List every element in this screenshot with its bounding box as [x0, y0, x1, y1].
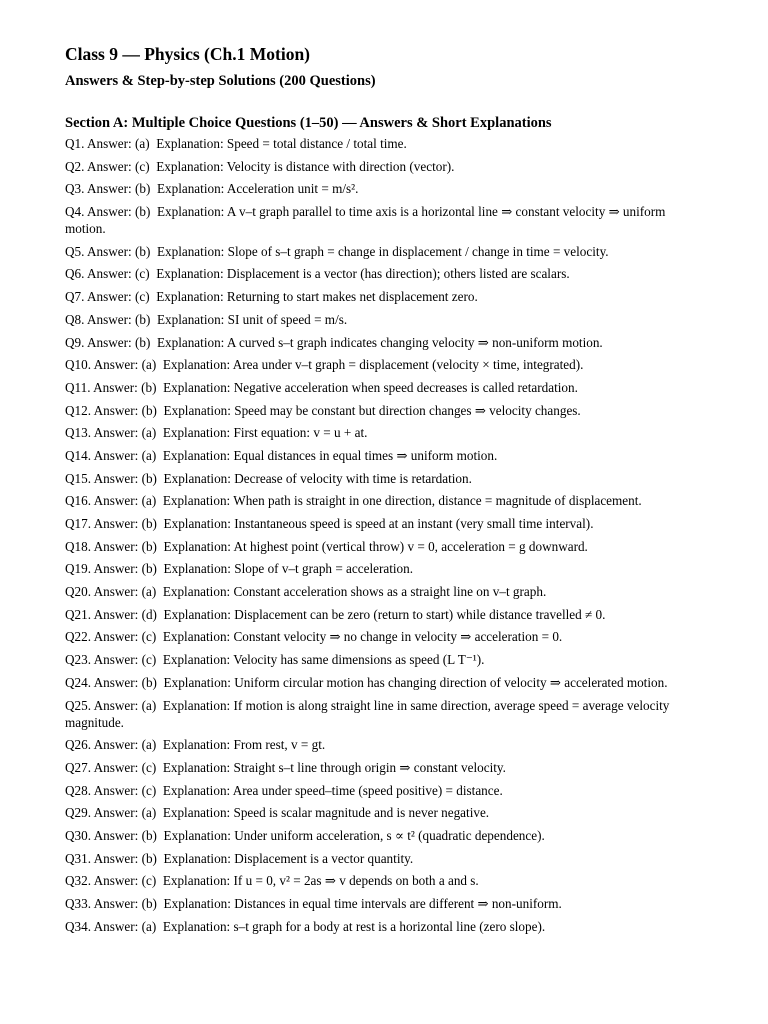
answer-item: [65, 447, 708, 464]
answer-explanation: Explanation: A v–t graph parallel to time axis is a horizontal line ⇒ constant velocity ⇒ uniform motion.: [65, 204, 666, 237]
answer-explanation: Explanation: Constant acceleration shows as a straight line on v–t graph.: [162, 584, 547, 600]
answer-choice: Answer: (c): [93, 873, 157, 889]
question-number: Q1.: [65, 136, 85, 151]
question-number: Q26.: [65, 737, 92, 753]
answer-choice: Answer: (c): [87, 289, 150, 305]
answer-choice: Answer: (c): [87, 266, 150, 282]
question-number: Q32.: [65, 873, 92, 889]
question-number: Q28.: [65, 782, 92, 798]
answer-item: [65, 492, 708, 509]
answer-explanation: Explanation: Distances in equal time intervals are different ⇒ non-uniform.: [163, 896, 562, 911]
answer-choice: Answer: (c): [93, 759, 157, 775]
answer-item: [65, 243, 708, 260]
answer-explanation: Explanation: Speed is scalar magnitude and is never negative.: [162, 805, 490, 821]
question-number: Q22.: [65, 629, 92, 645]
answer-choice: Answer: (a): [93, 737, 157, 753]
answer-item: [65, 736, 708, 753]
answer-explanation: Explanation: If motion is along straight line in same direction, average speed = average velocity magnitude.: [65, 697, 670, 730]
question-number: Q23.: [65, 652, 92, 668]
answer-choice: Answer: (b): [93, 402, 157, 418]
answer-item: [65, 180, 708, 197]
answer-item: [65, 288, 708, 305]
answer-explanation: Explanation: SI unit of speed = m/s.: [156, 311, 348, 327]
answer-choice: Answer: (c): [93, 629, 157, 645]
question-number: Q7.: [65, 289, 85, 305]
answer-item: [65, 311, 708, 328]
answer-item: [65, 334, 708, 351]
question-number: Q3.: [65, 181, 85, 197]
answer-item: [65, 895, 708, 912]
question-number: Q9.: [65, 334, 85, 350]
question-number: Q27.: [65, 759, 92, 775]
answer-explanation: Explanation: Constant velocity ⇒ no change in velocity ⇒ acceleration = 0.: [162, 629, 563, 645]
answer-explanation: Explanation: s–t graph for a body at rest is a horizontal line (zero slope).: [162, 918, 546, 934]
answer-choice: Answer: (d): [93, 606, 157, 622]
answer-choice: Answer: (b): [93, 379, 157, 395]
answer-choice: Answer: (b): [93, 516, 157, 531]
question-number: Q11.: [65, 379, 91, 395]
answer-choice: Answer: (b): [87, 181, 151, 197]
answer-item: [65, 651, 708, 668]
answer-item: [65, 203, 708, 237]
answer-explanation: Explanation: Equal distances in equal times ⇒ uniform motion.: [162, 447, 498, 463]
answer-choice: Answer: (c): [93, 652, 157, 668]
answer-choice: Answer: (a): [87, 136, 150, 151]
question-number: Q24.: [65, 674, 92, 690]
answer-choice: Answer: (a): [93, 805, 157, 821]
answer-item: [65, 135, 708, 152]
question-number: Q17.: [65, 516, 92, 531]
answer-explanation: Explanation: Straight s–t line through origin ⇒ constant velocity.: [162, 759, 506, 775]
answer-explanation: Explanation: A curved s–t graph indicates changing velocity ⇒ non-uniform motion.: [156, 334, 603, 350]
question-number: Q21.: [65, 606, 92, 622]
answer-item: [65, 697, 708, 731]
question-number: Q33.: [65, 896, 92, 911]
answer-choice: Answer: (a): [93, 425, 157, 441]
question-number: Q12.: [65, 402, 92, 418]
answer-choice: Answer: (c): [93, 782, 157, 798]
answer-explanation: Explanation: When path is straight in one direction, distance = magnitude of displacement.: [162, 493, 642, 509]
answer-explanation: Explanation: Speed = total distance / total time.: [156, 136, 407, 151]
answer-choice: Answer: (b): [87, 243, 151, 259]
answer-item: [65, 674, 708, 691]
answer-explanation: Explanation: At highest point (vertical throw) v = 0, acceleration = g downward.: [163, 538, 588, 554]
answer-choice: Answer: (b): [93, 850, 157, 866]
answer-choice: Answer: (a): [93, 584, 157, 600]
answer-item: [65, 782, 708, 799]
question-number: Q18.: [65, 538, 92, 554]
answer-item: [65, 628, 708, 645]
answer-explanation: Explanation: Acceleration unit = m/s².: [156, 181, 359, 197]
question-number: Q31.: [65, 850, 92, 866]
question-number: Q25.: [65, 697, 92, 713]
answer-choice: Answer: (a): [93, 447, 157, 463]
answer-item: [65, 583, 708, 600]
answer-explanation: Explanation: Speed may be constant but direction changes ⇒ velocity changes.: [163, 402, 581, 418]
answer-explanation: Explanation: From rest, v = gt.: [162, 737, 326, 753]
answer-choice: Answer: (a): [93, 697, 157, 713]
question-number: Q34.: [65, 918, 92, 934]
answer-item: [65, 804, 708, 821]
question-number: Q10.: [65, 357, 92, 373]
answer-item: [65, 470, 708, 487]
answer-explanation: Explanation: Velocity is distance with direction (vector).: [156, 158, 455, 174]
answer-item: [65, 402, 708, 419]
answer-choice: Answer: (b): [87, 204, 151, 220]
question-number: Q6.: [65, 266, 85, 282]
answer-explanation: Explanation: Under uniform acceleration, s ∝ t² (quadratic dependence).: [163, 827, 545, 843]
answer-item: [65, 515, 708, 532]
answer-explanation: Explanation: Instantaneous speed is speed at an instant (very small time interval).: [163, 516, 594, 531]
answer-choice: Answer: (c): [87, 158, 150, 174]
question-number: Q5.: [65, 243, 85, 259]
answer-choice: Answer: (b): [93, 470, 157, 486]
answer-explanation: Explanation: Velocity has same dimensions as speed (L T⁻¹).: [162, 652, 485, 668]
question-number: Q29.: [65, 805, 92, 821]
page-subtitle: Answers & Step-by-step Solutions (200 Questions): [65, 73, 376, 89]
answer-choice: Answer: (a): [93, 357, 157, 373]
answer-item: [65, 265, 708, 282]
answer-explanation: Explanation: Area under speed–time (speed positive) = distance.: [162, 782, 503, 798]
answer-choice: Answer: (b): [93, 827, 157, 843]
question-number: Q8.: [65, 311, 85, 327]
answer-explanation: Explanation: Uniform circular motion has changing direction of velocity ⇒ accelerated motion.: [163, 674, 668, 690]
answer-explanation: Explanation: Displacement can be zero (return to start) while distance travelled ≠ 0.: [163, 606, 606, 622]
question-number: Q14.: [65, 447, 92, 463]
question-number: Q20.: [65, 584, 92, 600]
answer-item: [65, 759, 708, 776]
answer-choice: Answer: (b): [93, 896, 157, 911]
answer-choice: Answer: (b): [93, 674, 157, 690]
answer-explanation: Explanation: Slope of v–t graph = acceleration.: [163, 561, 414, 577]
question-number: Q30.: [65, 827, 92, 843]
answer-item: [65, 379, 708, 396]
answer-explanation: Explanation: Area under v–t graph = displacement (velocity × time, integrated).: [162, 357, 584, 373]
answer-explanation: Explanation: Displacement is a vector (has direction); others listed are scalars.: [156, 266, 570, 282]
answer-choice: Answer: (b): [93, 538, 157, 554]
answer-explanation: Explanation: Slope of s–t graph = change in displacement / change in time = velocity.: [156, 243, 609, 259]
page-title: Class 9 — Physics (Ch.1 Motion): [65, 44, 311, 64]
answer-choice: Answer: (b): [93, 561, 157, 577]
answer-explanation: Explanation: Returning to start makes net displacement zero.: [156, 289, 478, 305]
answer-item: [65, 158, 708, 175]
answer-explanation: Explanation: Decrease of velocity with time is retardation.: [163, 470, 472, 486]
answer-list: [65, 135, 708, 935]
question-number: Q4.: [65, 204, 85, 220]
question-number: Q16.: [65, 493, 92, 509]
answer-item: [65, 538, 708, 555]
question-number: Q13.: [65, 425, 92, 441]
answer-choice: Answer: (b): [87, 334, 151, 350]
answer-item: [65, 850, 708, 867]
section-heading: Section A: Multiple Choice Questions (1–50) — Answers & Short Explanations: [65, 115, 552, 131]
answer-item: [65, 560, 708, 577]
answer-item: [65, 827, 708, 844]
answer-explanation: Explanation: Displacement is a vector quantity.: [163, 850, 414, 866]
answer-choice: Answer: (a): [93, 918, 157, 934]
answer-explanation: Explanation: First equation: v = u + at.: [162, 425, 368, 441]
answer-item: [65, 918, 708, 935]
question-number: Q15.: [65, 470, 92, 486]
answer-item: [65, 606, 708, 623]
answer-explanation: Explanation: If u = 0, v² = 2as ⇒ v depends on both a and s.: [162, 873, 479, 889]
answer-explanation: Explanation: Negative acceleration when speed decreases is called retardation.: [163, 379, 578, 395]
answer-choice: Answer: (a): [93, 493, 157, 509]
answer-item: [65, 356, 708, 373]
answer-item: [65, 872, 708, 889]
answer-item: [65, 424, 708, 441]
question-number: Q2.: [65, 158, 85, 174]
question-number: Q19.: [65, 561, 92, 577]
answer-choice: Answer: (b): [87, 311, 151, 327]
